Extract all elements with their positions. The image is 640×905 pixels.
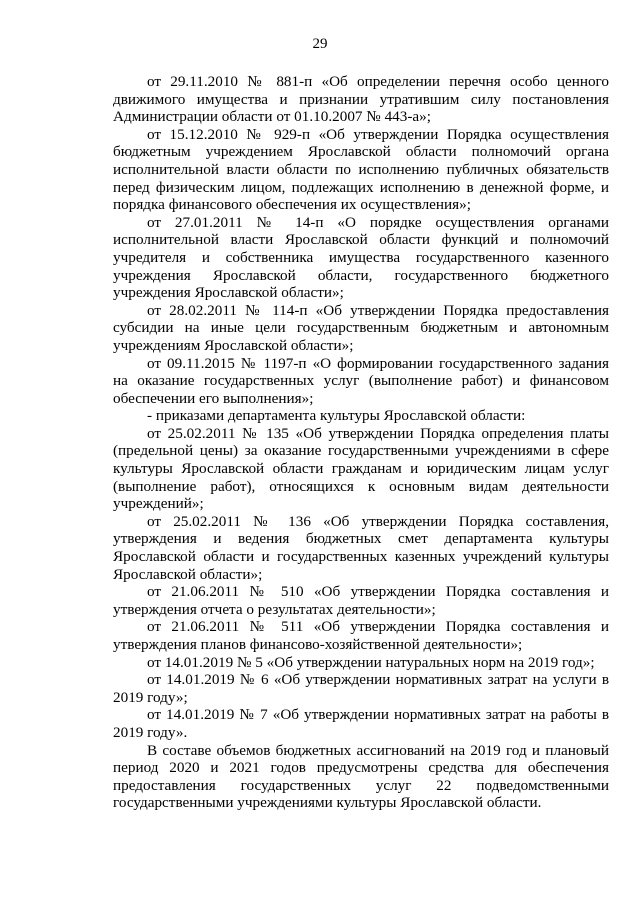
paragraph-decree-929: от 15.12.2010 № 929-п «Об утверждении Порядка осуществления бюджетным учреждением Ярославской области полномочий органа исполнительной власти области по исполнению публичных обязательств перед физическим лицом, подлежащих исполнению в денежной форме, и порядка финансового обеспечения их осуществления»; (113, 125, 609, 214)
paragraph-order-7: от 14.01.2019 № 7 «Об утверждении нормативных затрат на работы в 2019 году». (113, 706, 609, 741)
paragraph-orders-heading: - приказами департамента культуры Ярославской области: (147, 407, 526, 425)
paragraph-budget-summary: В составе объемов бюджетных ассигнований на 2019 год и плановый период 2020 и 2021 годов предусмотрены средства для обеспечения предоставления государственных услуг 22 подведомственными государственными учреждениями культуры Ярославской области. (113, 741, 609, 812)
paragraph-order-6: от 14.01.2019 № 6 «Об утверждении нормативных затрат на услуги в 2019 году»; (113, 671, 609, 706)
document-body (113, 73, 609, 812)
paragraph-decree-14: от 27.01.2011 № 14-п «О порядке осуществления органами исполнительной власти Ярославской области функций и полномочий учредителя и собственника имущества государственного казенного учреждения Ярославской области, государственного бюджетного учреждения Ярославской области»; (113, 213, 609, 302)
paragraph-order-5: от 14.01.2019 № 5 «Об утверждении натуральных норм на 2019 год»; (147, 653, 595, 671)
paragraph-order-136: от 25.02.2011 № 136 «Об утверждении Порядка составления, утверждения и ведения бюджетных смет департамента культуры Ярославской области и государственных казенных учреждений культуры Ярославской области»; (113, 512, 609, 583)
paragraph-decree-1197: от 09.11.2015 № 1197-п «О формировании государственного задания на оказание государственных услуг (выполнение работ) и финансовом обеспечении его выполнения»; (113, 354, 609, 407)
paragraph-decree-881: от 29.11.2010 № 881-п «Об определении перечня особо ценного движимого имущества и признании утратившим силу постановления Администрации области от 01.10.2007 № 443-а»; (113, 73, 609, 126)
paragraph-order-510: от 21.06.2011 № 510 «Об утверждении Порядка составления и утверждения отчета о результатах деятельности»; (113, 583, 609, 618)
paragraph-decree-114: от 28.02.2011 № 114-п «Об утверждении Порядка предоставления субсидии на иные цели государственным бюджетным и автономным учреждениям Ярославской области»; (113, 301, 609, 354)
page-number: 29 (312, 36, 328, 52)
paragraph-order-511: от 21.06.2011 № 511 «Об утверждении Порядка составления и утверждения планов финансово-хозяйственной деятельности»; (113, 618, 609, 653)
paragraph-order-135: от 25.02.2011 № 135 «Об утверждении Порядка определения платы (предельной цены) за оказание государственными учреждениями в сфере культуры Ярославской области гражданам и юридическим лицам услуг (выполнение работ), относящихся к основным видам деятельности учреждений»; (113, 424, 609, 513)
